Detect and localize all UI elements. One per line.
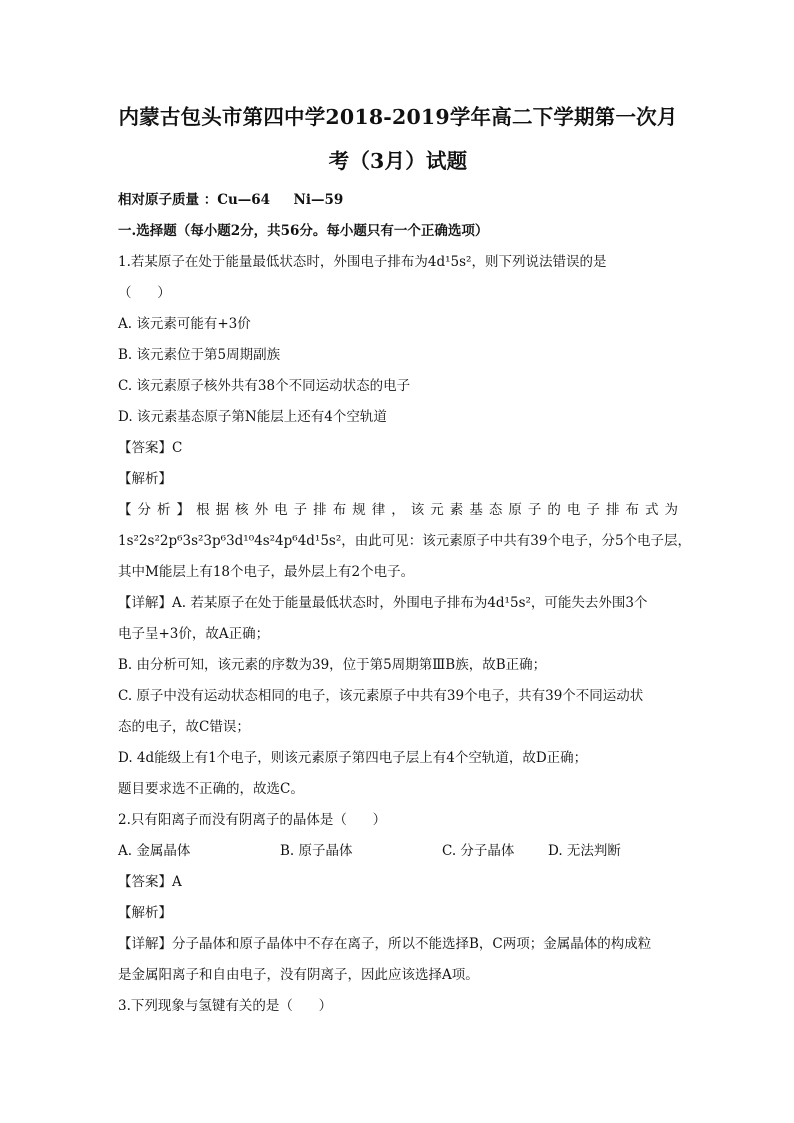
q1-option-c: C. 该元素原子核外共有38个不同运动状态的电子 [118,378,411,394]
title-line-1: 内蒙古包头市第四中学2018-2019学年高二下学期第一次月 [118,105,678,129]
q1-analysis-label: 【解析】 [118,471,172,487]
q2-options [118,836,678,867]
q2-option-b: B. 原子晶体 [280,843,353,859]
q1-stem-bracket: （ ） [118,285,171,301]
q1-stem: 1.若某原子在处于能量最低状态时，外围电子排布为4d¹5s²，则下列说法错误的是 [118,254,607,270]
q1-analysis-line-3: 其中M能层上有18个电子，最外层上有2个电子。 [118,564,415,580]
q2-answer: 【答案】A [118,874,182,890]
q2-option-a: A. 金属晶体 [118,843,191,859]
q3-stem: 3.下列现象与氢键有关的是（ ） [118,998,333,1014]
q2-option-d: D. 无法判断 [548,843,621,859]
q1-analysis-line-2: 1s²2s²2p⁶3s²3p⁶3d¹⁰4s²4p⁶4d¹5s²，由此可见：该元素原子中共有39个电子，分5个电子层， [118,533,692,549]
atomic-mass-line: 相对原子质量 ：Cu—64 Ni—59 [118,192,344,208]
q2-analysis-label: 【解析】 [118,905,172,921]
q1-detail-line-7: 题目要求选不正确的，故选C。 [118,781,304,797]
q1-answer: 【答案】C [118,440,183,456]
q2-option-c: C. 分子晶体 [442,843,515,859]
q2-detail-line-2: 是金属阳离子和自由电子，没有阴离子，因此应该选择A项。 [118,967,479,983]
q1-detail-line-3: B. 由分析可知，该元素的序数为39，位于第5周期第ⅢB族，故B正确； [118,657,547,673]
document-title [118,95,678,183]
q1-detail-line-1: 【详解】A. 若某原子在处于能量最低状态时，外围电子排布为4d¹5s²，可能失去外围3个 [118,595,648,611]
q1-option-d: D. 该元素基态原子第N能层上还有4个空轨道 [118,409,387,425]
document-page [118,95,692,1022]
q1-detail-line-5: 态的电子，故C错误； [118,719,250,735]
q1-detail-line-4: C. 原子中没有运动状态相同的电子，该元素原子中共有39个电子，共有39个不同运动状 [118,688,644,704]
section-heading: 一.选择题（每小题2分，共56分。每小题只有一个正确选项） [118,223,489,239]
q2-stem: 2.只有阳离子而没有阴离子的晶体是（ ） [118,812,387,828]
q1-detail-line-6: D. 4d能级上有1个电子，则该元素原子第四电子层上有4个空轨道，故D正确； [118,750,588,766]
q1-option-a: A. 该元素可能有+3价 [118,316,251,332]
title-line-2: 考（3月）试题 [328,149,468,173]
q1-detail-line-2: 电子呈+3价，故A正确； [118,626,270,642]
q2-detail-line-1: 【详解】分子晶体和原子晶体中不存在离子，所以不能选择B，C两项；金属晶体的构成粒 [118,936,652,952]
q1-option-b: B. 该元素位于第5周期副族 [118,347,281,363]
q1-analysis-line-1: 【分析】根据核外电子排布规律，该元素基态原子的电子排布式为 [118,502,678,518]
